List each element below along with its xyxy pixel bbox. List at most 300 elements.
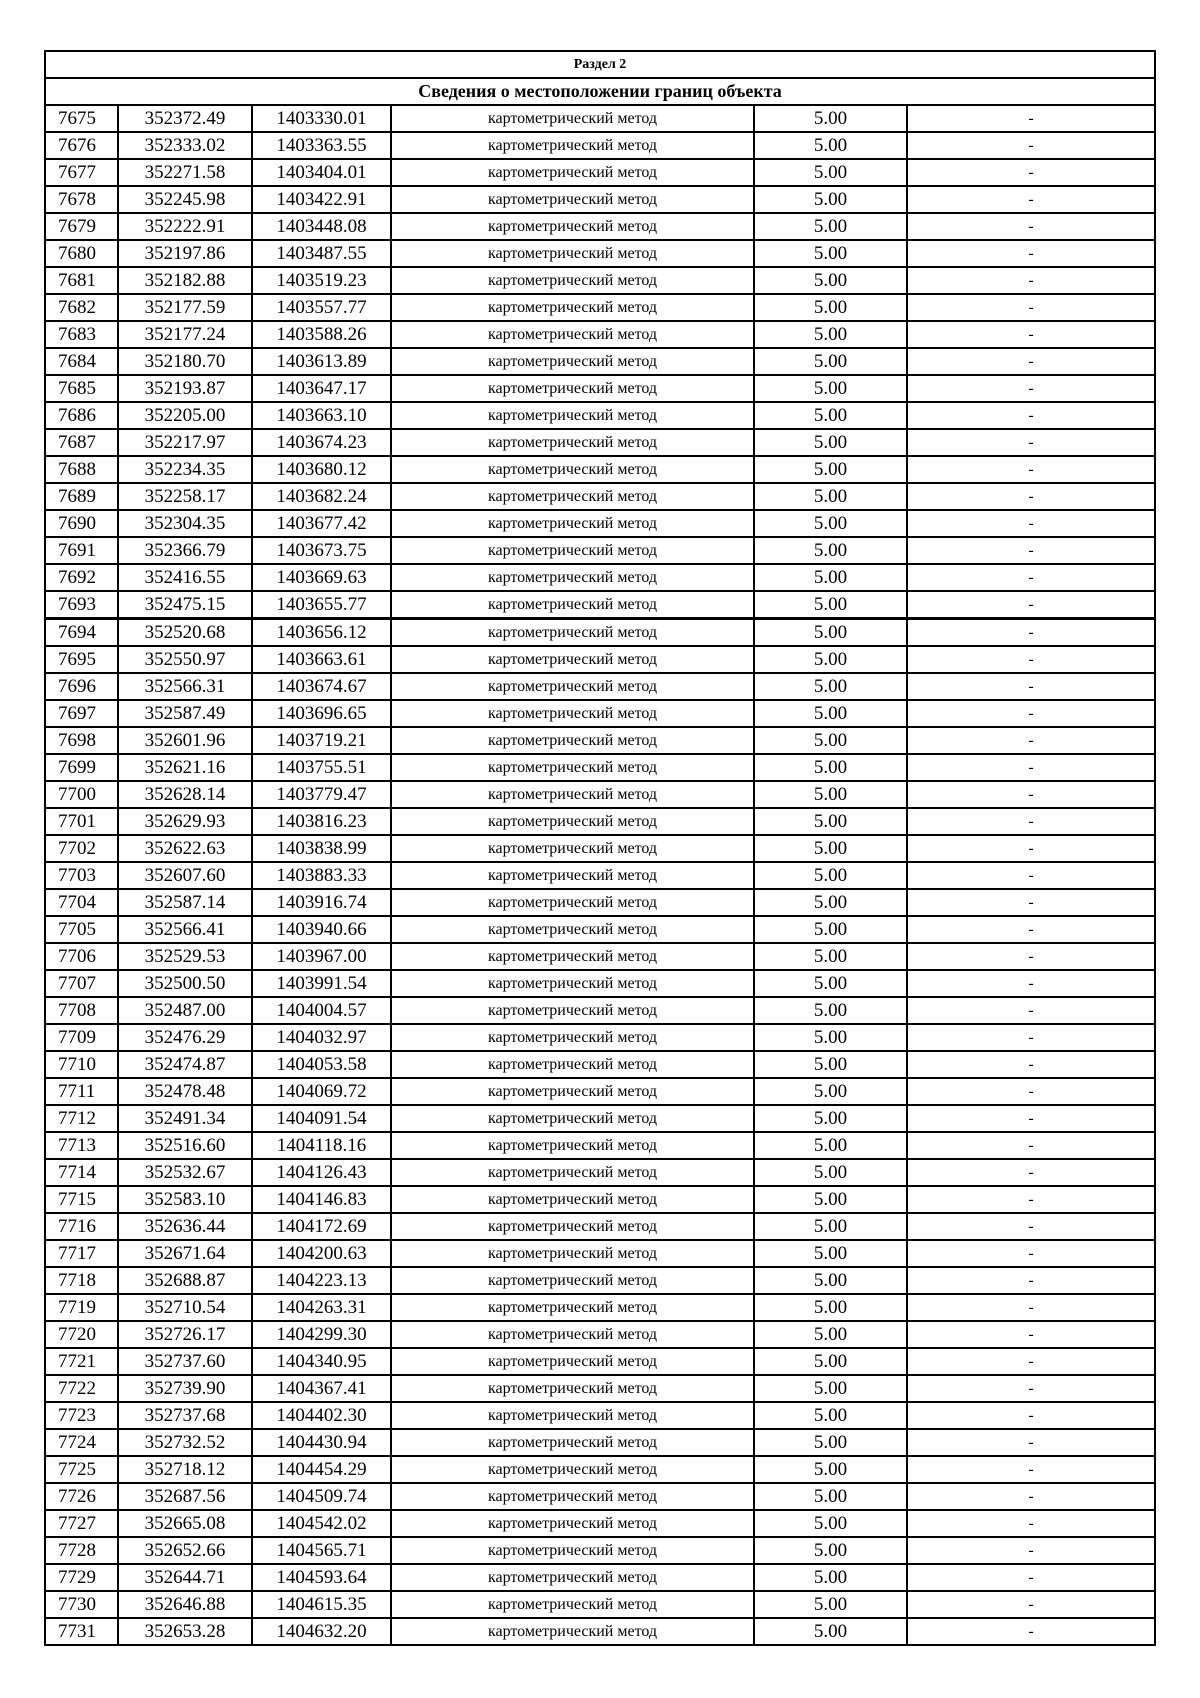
table-row	[45, 808, 1155, 835]
coord-y-cell: 1404299.30	[252, 1321, 391, 1348]
table-row	[45, 1105, 1155, 1132]
method-cell: картометрический метод	[391, 159, 754, 186]
table-row	[45, 132, 1155, 159]
point-number-cell: 7683	[45, 321, 118, 348]
coord-x-cell: 352583.10	[118, 1186, 252, 1213]
table-row	[45, 862, 1155, 889]
description-cell: -	[907, 240, 1155, 267]
coord-y-cell: 1403588.26	[252, 321, 391, 348]
description-cell: -	[907, 1267, 1155, 1294]
table-row	[45, 348, 1155, 375]
point-number-cell: 7714	[45, 1159, 118, 1186]
table-row	[45, 429, 1155, 456]
coord-x-cell: 352271.58	[118, 159, 252, 186]
table-row	[45, 375, 1155, 402]
table-row	[45, 1537, 1155, 1564]
accuracy-cell: 5.00	[754, 186, 907, 213]
point-number-cell: 7718	[45, 1267, 118, 1294]
table-row	[45, 1402, 1155, 1429]
coord-x-cell: 352687.56	[118, 1483, 252, 1510]
accuracy-cell: 5.00	[754, 1429, 907, 1456]
point-number-cell: 7685	[45, 375, 118, 402]
description-cell: -	[907, 1456, 1155, 1483]
description-cell: -	[907, 375, 1155, 402]
coord-x-cell: 352478.48	[118, 1078, 252, 1105]
accuracy-cell: 5.00	[754, 402, 907, 429]
accuracy-cell: 5.00	[754, 1321, 907, 1348]
coord-x-cell: 352217.97	[118, 429, 252, 456]
accuracy-cell: 5.00	[754, 132, 907, 159]
accuracy-cell: 5.00	[754, 1591, 907, 1618]
description-cell: -	[907, 1132, 1155, 1159]
coord-x-cell: 352601.96	[118, 727, 252, 754]
method-cell: картометрический метод	[391, 1078, 754, 1105]
table-row	[45, 1240, 1155, 1267]
table-title-row	[45, 78, 1155, 105]
accuracy-cell: 5.00	[754, 294, 907, 321]
table-row	[45, 537, 1155, 564]
table-row	[45, 1051, 1155, 1078]
coord-x-cell: 352366.79	[118, 537, 252, 564]
coord-y-cell: 1403519.23	[252, 267, 391, 294]
point-number-cell: 7710	[45, 1051, 118, 1078]
coord-y-cell: 1403613.89	[252, 348, 391, 375]
accuracy-cell: 5.00	[754, 619, 907, 647]
description-cell: -	[907, 1024, 1155, 1051]
coord-x-cell: 352688.87	[118, 1267, 252, 1294]
table-row	[45, 1618, 1155, 1645]
coord-y-cell: 1403682.24	[252, 483, 391, 510]
table-title: Сведения о местоположении границ объекта	[45, 78, 1155, 105]
point-number-cell: 7692	[45, 564, 118, 591]
coord-y-cell: 1404542.02	[252, 1510, 391, 1537]
method-cell: картометрический метод	[391, 835, 754, 862]
table-row	[45, 1591, 1155, 1618]
point-number-cell: 7691	[45, 537, 118, 564]
coord-x-cell: 352550.97	[118, 646, 252, 673]
description-cell: -	[907, 510, 1155, 537]
point-number-cell: 7723	[45, 1402, 118, 1429]
section-label: Раздел 2	[45, 51, 1155, 78]
table-row	[45, 1510, 1155, 1537]
description-cell: -	[907, 943, 1155, 970]
coord-y-cell: 1403487.55	[252, 240, 391, 267]
section-header-row	[45, 51, 1155, 78]
table-row	[45, 213, 1155, 240]
coord-y-cell: 1404172.69	[252, 1213, 391, 1240]
accuracy-cell: 5.00	[754, 213, 907, 240]
description-cell: -	[907, 267, 1155, 294]
method-cell: картометрический метод	[391, 240, 754, 267]
accuracy-cell: 5.00	[754, 889, 907, 916]
method-cell: картометрический метод	[391, 889, 754, 916]
method-cell: картометрический метод	[391, 105, 754, 132]
accuracy-cell: 5.00	[754, 1510, 907, 1537]
coord-y-cell: 1403991.54	[252, 970, 391, 997]
accuracy-cell: 5.00	[754, 970, 907, 997]
table-row	[45, 673, 1155, 700]
point-number-cell: 7712	[45, 1105, 118, 1132]
description-cell: -	[907, 1375, 1155, 1402]
point-number-cell: 7695	[45, 646, 118, 673]
description-cell: -	[907, 1240, 1155, 1267]
point-number-cell: 7681	[45, 267, 118, 294]
coord-y-cell: 1403696.65	[252, 700, 391, 727]
method-cell: картометрический метод	[391, 1537, 754, 1564]
point-number-cell: 7702	[45, 835, 118, 862]
description-cell: -	[907, 402, 1155, 429]
description-cell: -	[907, 1321, 1155, 1348]
method-cell: картометрический метод	[391, 429, 754, 456]
table-row	[45, 267, 1155, 294]
accuracy-cell: 5.00	[754, 564, 907, 591]
method-cell: картометрический метод	[391, 537, 754, 564]
coord-y-cell: 1403940.66	[252, 916, 391, 943]
coord-x-cell: 352182.88	[118, 267, 252, 294]
table-row	[45, 240, 1155, 267]
description-cell: -	[907, 1105, 1155, 1132]
description-cell: -	[907, 105, 1155, 132]
coord-x-cell: 352629.93	[118, 808, 252, 835]
description-cell: -	[907, 1213, 1155, 1240]
coord-x-cell: 352205.00	[118, 402, 252, 429]
method-cell: картометрический метод	[391, 1483, 754, 1510]
description-cell: -	[907, 754, 1155, 781]
point-number-cell: 7700	[45, 781, 118, 808]
accuracy-cell: 5.00	[754, 159, 907, 186]
coord-y-cell: 1403663.10	[252, 402, 391, 429]
accuracy-cell: 5.00	[754, 240, 907, 267]
method-cell: картометрический метод	[391, 1294, 754, 1321]
description-cell: -	[907, 1483, 1155, 1510]
point-number-cell: 7690	[45, 510, 118, 537]
method-cell: картометрический метод	[391, 1456, 754, 1483]
method-cell: картометрический метод	[391, 348, 754, 375]
coord-x-cell: 352665.08	[118, 1510, 252, 1537]
coord-y-cell: 1404053.58	[252, 1051, 391, 1078]
coord-y-cell: 1403967.00	[252, 943, 391, 970]
accuracy-cell: 5.00	[754, 1375, 907, 1402]
table-row	[45, 456, 1155, 483]
coord-x-cell: 352529.53	[118, 943, 252, 970]
method-cell: картометрический метод	[391, 294, 754, 321]
accuracy-cell: 5.00	[754, 835, 907, 862]
coord-y-cell: 1403779.47	[252, 781, 391, 808]
coord-y-cell: 1403816.23	[252, 808, 391, 835]
table-row	[45, 754, 1155, 781]
coord-x-cell: 352652.66	[118, 1537, 252, 1564]
coord-x-cell: 352500.50	[118, 970, 252, 997]
coord-x-cell: 352476.29	[118, 1024, 252, 1051]
method-cell: картометрический метод	[391, 1429, 754, 1456]
point-number-cell: 7676	[45, 132, 118, 159]
table-row	[45, 591, 1155, 619]
description-cell: -	[907, 1564, 1155, 1591]
description-cell: -	[907, 159, 1155, 186]
coord-x-cell: 352258.17	[118, 483, 252, 510]
method-cell: картометрический метод	[391, 943, 754, 970]
coord-x-cell: 352532.67	[118, 1159, 252, 1186]
description-cell: -	[907, 1186, 1155, 1213]
description-cell: -	[907, 348, 1155, 375]
point-number-cell: 7678	[45, 186, 118, 213]
description-cell: -	[907, 700, 1155, 727]
point-number-cell: 7725	[45, 1456, 118, 1483]
method-cell: картометрический метод	[391, 1267, 754, 1294]
point-number-cell: 7708	[45, 997, 118, 1024]
coord-x-cell: 352304.35	[118, 510, 252, 537]
description-cell: -	[907, 673, 1155, 700]
coord-x-cell: 352587.49	[118, 700, 252, 727]
description-cell: -	[907, 1402, 1155, 1429]
coord-x-cell: 352177.59	[118, 294, 252, 321]
coord-x-cell: 352416.55	[118, 564, 252, 591]
coord-y-cell: 1404367.41	[252, 1375, 391, 1402]
coord-x-cell: 352520.68	[118, 619, 252, 647]
method-cell: картометрический метод	[391, 321, 754, 348]
description-cell: -	[907, 970, 1155, 997]
table-row	[45, 159, 1155, 186]
coord-y-cell: 1404593.64	[252, 1564, 391, 1591]
table-row	[45, 1132, 1155, 1159]
coord-y-cell: 1404430.94	[252, 1429, 391, 1456]
coord-y-cell: 1404146.83	[252, 1186, 391, 1213]
accuracy-cell: 5.00	[754, 781, 907, 808]
accuracy-cell: 5.00	[754, 348, 907, 375]
accuracy-cell: 5.00	[754, 646, 907, 673]
description-cell: -	[907, 646, 1155, 673]
accuracy-cell: 5.00	[754, 1051, 907, 1078]
coord-x-cell: 352474.87	[118, 1051, 252, 1078]
coord-x-cell: 352234.35	[118, 456, 252, 483]
coord-x-cell: 352475.15	[118, 591, 252, 619]
accuracy-cell: 5.00	[754, 375, 907, 402]
coord-x-cell: 352487.00	[118, 997, 252, 1024]
coord-x-cell: 352710.54	[118, 1294, 252, 1321]
coord-y-cell: 1403330.01	[252, 105, 391, 132]
coord-x-cell: 352491.34	[118, 1105, 252, 1132]
method-cell: картометрический метод	[391, 619, 754, 647]
point-number-cell: 7716	[45, 1213, 118, 1240]
accuracy-cell: 5.00	[754, 1618, 907, 1645]
description-cell: -	[907, 1618, 1155, 1645]
coord-x-cell: 352587.14	[118, 889, 252, 916]
point-number-cell: 7704	[45, 889, 118, 916]
accuracy-cell: 5.00	[754, 1240, 907, 1267]
coord-x-cell: 352671.64	[118, 1240, 252, 1267]
description-cell: -	[907, 1051, 1155, 1078]
point-number-cell: 7719	[45, 1294, 118, 1321]
point-number-cell: 7724	[45, 1429, 118, 1456]
coord-x-cell: 352333.02	[118, 132, 252, 159]
description-cell: -	[907, 456, 1155, 483]
coord-y-cell: 1403674.23	[252, 429, 391, 456]
method-cell: картометрический метод	[391, 1132, 754, 1159]
coord-x-cell: 352622.63	[118, 835, 252, 862]
table-row	[45, 1186, 1155, 1213]
method-cell: картометрический метод	[391, 1240, 754, 1267]
accuracy-cell: 5.00	[754, 754, 907, 781]
table-row	[45, 321, 1155, 348]
coord-y-cell: 1403677.42	[252, 510, 391, 537]
description-cell: -	[907, 781, 1155, 808]
point-number-cell: 7730	[45, 1591, 118, 1618]
accuracy-cell: 5.00	[754, 591, 907, 619]
description-cell: -	[907, 483, 1155, 510]
table-row	[45, 619, 1155, 647]
method-cell: картометрический метод	[391, 267, 754, 294]
accuracy-cell: 5.00	[754, 429, 907, 456]
table-row	[45, 1267, 1155, 1294]
point-number-cell: 7726	[45, 1483, 118, 1510]
table-row	[45, 997, 1155, 1024]
method-cell: картометрический метод	[391, 1591, 754, 1618]
coord-x-cell: 352566.31	[118, 673, 252, 700]
method-cell: картометрический метод	[391, 808, 754, 835]
description-cell: -	[907, 916, 1155, 943]
coord-y-cell: 1403557.77	[252, 294, 391, 321]
table-row	[45, 105, 1155, 132]
coord-y-cell: 1404263.31	[252, 1294, 391, 1321]
description-cell: -	[907, 132, 1155, 159]
coord-y-cell: 1404069.72	[252, 1078, 391, 1105]
method-cell: картометрический метод	[391, 483, 754, 510]
point-number-cell: 7682	[45, 294, 118, 321]
method-cell: картометрический метод	[391, 1375, 754, 1402]
description-cell: -	[907, 1429, 1155, 1456]
point-number-cell: 7686	[45, 402, 118, 429]
coord-x-cell: 352636.44	[118, 1213, 252, 1240]
description-cell: -	[907, 186, 1155, 213]
point-number-cell: 7728	[45, 1537, 118, 1564]
accuracy-cell: 5.00	[754, 1267, 907, 1294]
description-cell: -	[907, 591, 1155, 619]
method-cell: картометрический метод	[391, 1024, 754, 1051]
coord-y-cell: 1403656.12	[252, 619, 391, 647]
method-cell: картометрический метод	[391, 1159, 754, 1186]
coord-x-cell: 352726.17	[118, 1321, 252, 1348]
coord-x-cell: 352621.16	[118, 754, 252, 781]
coord-y-cell: 1403719.21	[252, 727, 391, 754]
coord-x-cell: 352732.52	[118, 1429, 252, 1456]
table-row	[45, 402, 1155, 429]
point-number-cell: 7709	[45, 1024, 118, 1051]
coord-x-cell: 352737.68	[118, 1402, 252, 1429]
accuracy-cell: 5.00	[754, 1132, 907, 1159]
method-cell: картометрический метод	[391, 1402, 754, 1429]
description-cell: -	[907, 619, 1155, 647]
table-row	[45, 564, 1155, 591]
method-cell: картометрический метод	[391, 1618, 754, 1645]
method-cell: картометрический метод	[391, 916, 754, 943]
point-number-cell: 7721	[45, 1348, 118, 1375]
point-number-cell: 7697	[45, 700, 118, 727]
coord-x-cell: 352180.70	[118, 348, 252, 375]
coord-y-cell: 1404565.71	[252, 1537, 391, 1564]
table-row	[45, 1078, 1155, 1105]
accuracy-cell: 5.00	[754, 537, 907, 564]
method-cell: картометрический метод	[391, 646, 754, 673]
coord-y-cell: 1404340.95	[252, 1348, 391, 1375]
table-row	[45, 943, 1155, 970]
accuracy-cell: 5.00	[754, 1294, 907, 1321]
coord-y-cell: 1404615.35	[252, 1591, 391, 1618]
accuracy-cell: 5.00	[754, 456, 907, 483]
coord-x-cell: 352644.71	[118, 1564, 252, 1591]
accuracy-cell: 5.00	[754, 808, 907, 835]
method-cell: картометрический метод	[391, 1105, 754, 1132]
description-cell: -	[907, 997, 1155, 1024]
coord-x-cell: 352628.14	[118, 781, 252, 808]
coord-y-cell: 1404509.74	[252, 1483, 391, 1510]
coord-y-cell: 1404200.63	[252, 1240, 391, 1267]
table-row	[45, 1483, 1155, 1510]
coord-x-cell: 352197.86	[118, 240, 252, 267]
method-cell: картометрический метод	[391, 997, 754, 1024]
point-number-cell: 7731	[45, 1618, 118, 1645]
table-row	[45, 781, 1155, 808]
coord-x-cell: 352177.24	[118, 321, 252, 348]
description-cell: -	[907, 1294, 1155, 1321]
method-cell: картометрический метод	[391, 213, 754, 240]
table-row	[45, 510, 1155, 537]
description-cell: -	[907, 808, 1155, 835]
accuracy-cell: 5.00	[754, 1537, 907, 1564]
point-number-cell: 7703	[45, 862, 118, 889]
description-cell: -	[907, 213, 1155, 240]
coord-y-cell: 1404032.97	[252, 1024, 391, 1051]
method-cell: картометрический метод	[391, 673, 754, 700]
coord-y-cell: 1404454.29	[252, 1456, 391, 1483]
table-row	[45, 1564, 1155, 1591]
coord-y-cell: 1403647.17	[252, 375, 391, 402]
method-cell: картометрический метод	[391, 700, 754, 727]
accuracy-cell: 5.00	[754, 1348, 907, 1375]
method-cell: картометрический метод	[391, 781, 754, 808]
coord-y-cell: 1403663.61	[252, 646, 391, 673]
coord-y-cell: 1404223.13	[252, 1267, 391, 1294]
accuracy-cell: 5.00	[754, 321, 907, 348]
coord-x-cell: 352566.41	[118, 916, 252, 943]
description-cell: -	[907, 294, 1155, 321]
coord-y-cell: 1404091.54	[252, 1105, 391, 1132]
point-number-cell: 7694	[45, 619, 118, 647]
accuracy-cell: 5.00	[754, 267, 907, 294]
point-number-cell: 7699	[45, 754, 118, 781]
table-row	[45, 727, 1155, 754]
point-number-cell: 7729	[45, 1564, 118, 1591]
coord-y-cell: 1403680.12	[252, 456, 391, 483]
description-cell: -	[907, 537, 1155, 564]
method-cell: картометрический метод	[391, 1186, 754, 1213]
point-number-cell: 7675	[45, 105, 118, 132]
coord-x-cell: 352739.90	[118, 1375, 252, 1402]
accuracy-cell: 5.00	[754, 483, 907, 510]
description-cell: -	[907, 429, 1155, 456]
coord-y-cell: 1403883.33	[252, 862, 391, 889]
coord-y-cell: 1403838.99	[252, 835, 391, 862]
coord-y-cell: 1403422.91	[252, 186, 391, 213]
coord-y-cell: 1403669.63	[252, 564, 391, 591]
description-cell: -	[907, 1078, 1155, 1105]
method-cell: картометрический метод	[391, 402, 754, 429]
table-row	[45, 646, 1155, 673]
coord-y-cell: 1403916.74	[252, 889, 391, 916]
method-cell: картометрический метод	[391, 754, 754, 781]
description-cell: -	[907, 1591, 1155, 1618]
accuracy-cell: 5.00	[754, 1186, 907, 1213]
table-row	[45, 1429, 1155, 1456]
